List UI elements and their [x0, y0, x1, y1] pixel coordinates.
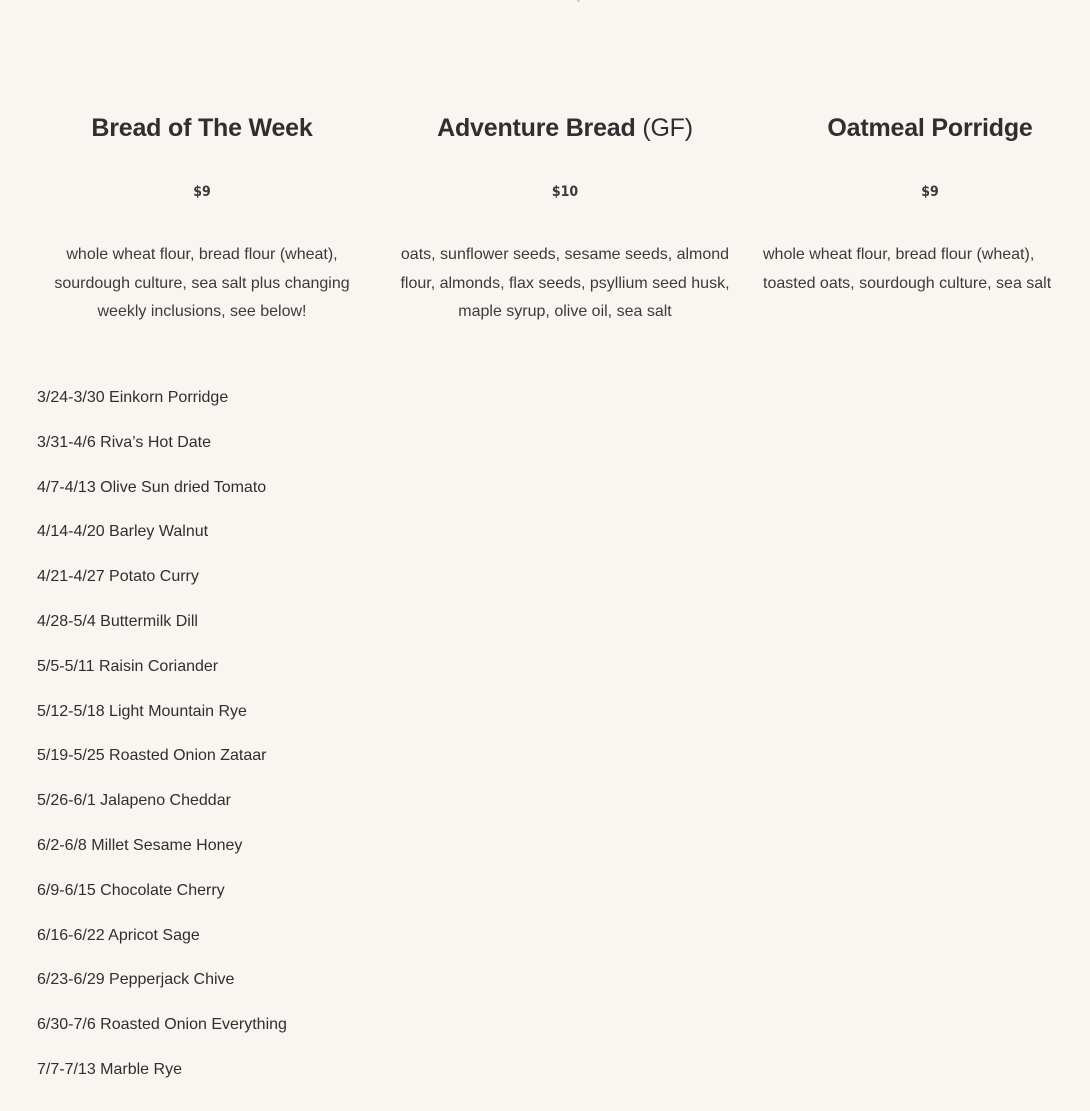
- menu-item-name: Oatmeal Porridge: [827, 114, 1033, 142]
- gluten-free-tag: (GF): [642, 114, 693, 142]
- schedule-item: 5/26-6/1 Jalapeno Cheddar: [37, 792, 231, 810]
- menu-item-title: [760, 112, 1060, 144]
- menu-item-price: $10: [551, 184, 579, 200]
- menu-item-title: [395, 112, 735, 144]
- schedule-item: 6/16-6/22 Apricot Sage: [37, 926, 200, 944]
- menu-item-description: whole wheat flour, bread flour (wheat), sourdough culture, sea salt plus changing weekly inclusions, see below!: [54, 246, 350, 320]
- weekly-bread-schedule: [37, 386, 457, 1103]
- schedule-item: 6/9-6/15 Chocolate Cherry: [37, 881, 225, 899]
- schedule-item: 4/21-4/27 Potato Curry: [37, 568, 199, 586]
- schedule-item: 7/7-7/13 Marble Rye: [37, 1060, 182, 1078]
- menu-item-adventure-bread: [395, 112, 735, 327]
- schedule-item: 4/14-4/20 Barley Walnut: [37, 523, 209, 541]
- schedule-item: 4/7-4/13 Olive Sun dried Tomato: [37, 478, 267, 496]
- schedule-item: 6/2-6/8 Millet Sesame Honey: [37, 836, 243, 854]
- schedule-item: 5/19-5/25 Roasted Onion Zataar: [37, 747, 267, 765]
- schedule-item: 6/23-6/29 Pepperjack Chive: [37, 971, 235, 989]
- schedule-item: 4/28-5/4 Buttermilk Dill: [37, 612, 198, 630]
- schedule-item: 6/30-7/6 Roasted Onion Everything: [37, 1016, 287, 1034]
- schedule-item: 5/5-5/11 Raisin Coriander: [37, 657, 219, 675]
- menu-item-name: Adventure Bread: [437, 114, 636, 142]
- schedule-item: 3/24-3/30 Einkorn Porridge: [37, 389, 229, 406]
- top-divider-mark: [577, 0, 580, 2]
- menu-item-name: Bread of The Week: [91, 114, 313, 142]
- schedule-item: 3/31-4/6 Riva’s Hot Date: [37, 433, 212, 451]
- menu-item-description: oats, sunflower seeds, sesame seeds, almond flour, almonds, flax seeds, psyllium seed husk, maple syrup, olive oil, sea salt: [400, 246, 730, 320]
- bread-menu: [0, 112, 1090, 342]
- menu-item-description: whole wheat flour, bread flour (wheat), toasted oats, sourdough culture, sea salt: [763, 246, 1052, 292]
- menu-item-price: $9: [193, 184, 211, 200]
- menu-item-oatmeal-porridge: [760, 112, 1060, 298]
- menu-item-bread-of-the-week: [32, 112, 372, 327]
- menu-item-price: $9: [921, 184, 939, 200]
- schedule-item: 5/12-5/18 Light Mountain Rye: [37, 702, 247, 720]
- menu-item-title: [32, 112, 372, 144]
